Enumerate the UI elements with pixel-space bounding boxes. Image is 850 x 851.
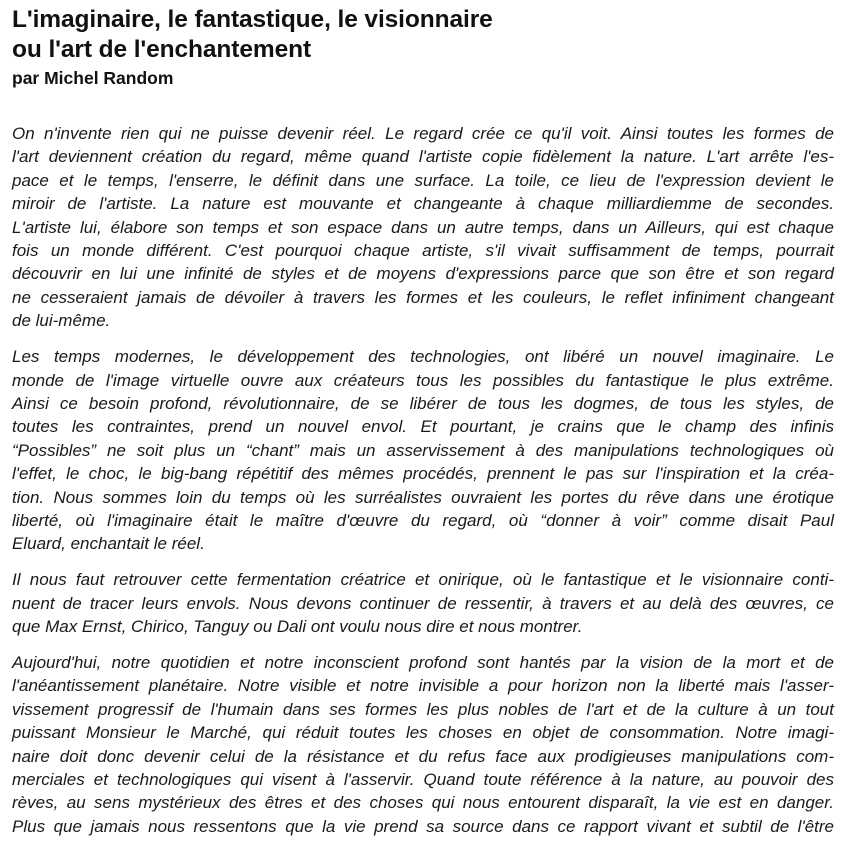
article-body [12,122,834,851]
text-line: tion. Nous sommes loin du temps où les surréalistes ouvraient les portes du rêve dans une érotique [12,487,834,507]
text-line: toutes les contraintes, prend un nouvel envol. Et pourtant, je crains que le champ des infinis [12,417,834,437]
text-line: l'effet, le choc, le big-bang répétitif des mêmes procédés, prennent le pas sur l'inspiration et la créa- [12,464,834,484]
text-line: merciales et technologiques qui visent à l'asservir. Quand toute référence à la nature, au pouvoir des [12,770,834,790]
text-line: Plus que jamais nous ressentons que la vie prend sa source dans ce rapport vivant et subtil de l'être [12,816,834,836]
text-line: Ainsi ce besoin profond, révolutionnaire, de se libérer de tous les dogmes, de tous les styles, de [12,393,834,413]
text-line: liberté, où l'imaginaire était le maître d'œuvre du regard, où “donner à voir” comme disait Paul [12,511,834,530]
paragraph [12,345,834,556]
text-line: vissement progressif de l'humain dans ses formes les plus nobles de l'art et de la culture à un tout [12,699,834,719]
text-line: puissant Monsieur le Marché, qui réduit toutes les choses en objet de consommation. Notre imagi- [12,723,834,743]
text-line: miroir de l'artiste. La nature est mouvante et changeante à chaque milliardiemme de secondes. [12,194,834,214]
text-line: Il nous faut retrouver cette fermentation créatrice et onirique, où le fantastique et le visionnaire conti- [12,570,834,590]
text-line: Eluard, enchantait le réel. [12,534,205,554]
text-line: monde de l'image virtuelle ouvre aux créateurs tous les possibles du fantastique le plus extrême. [12,370,834,390]
text-line: “Possibles” ne soit plus un “chant” mais un asservissement à des manipulations technologiques où [12,440,834,460]
paragraph [12,568,834,638]
article-byline: par Michel Random [12,68,174,88]
text-line: fois un monde différent. C'est pourquoi chaque artiste, s'il vivait suffisamment de temps, pourrait [12,241,834,261]
text-line: de lui-même. [12,311,111,331]
article-title-line: L'imaginaire, le fantastique, le visionnaire [12,6,493,33]
text-line: l'art deviennent création du regard, même quand l'artiste copie fidèlement la nature. L'art arrête l'es- [12,147,834,167]
paragraph [12,122,834,333]
text-line: que Max Ernst, Chirico, Tanguy ou Dali ont voulu nous dire et nous montrer. [12,617,583,637]
text-line: découvrir en lui une infinité de styles et de moyens d'expressions parce que son être et son regard [12,264,834,284]
article-title-line: ou l'art de l'enchantement [12,36,312,63]
text-line: On n'invente rien qui ne puisse devenir réel. Le regard crée ce qu'il voit. Ainsi toutes les formes de [12,124,834,143]
text-line: naire doit donc devenir celui de la résistance et du refus face aux prodigieuses manipulations com- [12,746,834,766]
text-line: rèves, au sens mystérieux des êtres et des choses qui nous entourent disparaît, la vie est en danger. [12,793,834,813]
text-line: L'artiste lui, élabore son temps et son espace dans un autre temps, dans un Ailleurs, qui est chaque [12,217,834,237]
paragraph [12,651,834,838]
text-line: pace et le temps, l'enserre, le définit dans une surface. La toile, ce lieu de l'expression devient le [12,170,834,190]
text-line: Aujourd'hui, notre quotidien et notre inconscient profond sont hantés par la vision de la mort et de [12,653,834,673]
text-line: l'anéantissement planétaire. Notre visible et notre invisible a pour horizon non la liberté mais l'asser- [12,676,834,696]
text-line: ne cesseraient jamais de dévoiler à travers les formes et les couleurs, le reflet infiniment changeant [12,287,834,307]
text-line: Les temps modernes, le développement des technologies, ont libéré un nouvel imaginaire. Le [12,347,834,367]
text-line: nuent de tracer leurs envols. Nous devons continuer de ressentir, à travers et au delà des œuvres, ce [12,593,834,613]
article-title [12,5,493,65]
